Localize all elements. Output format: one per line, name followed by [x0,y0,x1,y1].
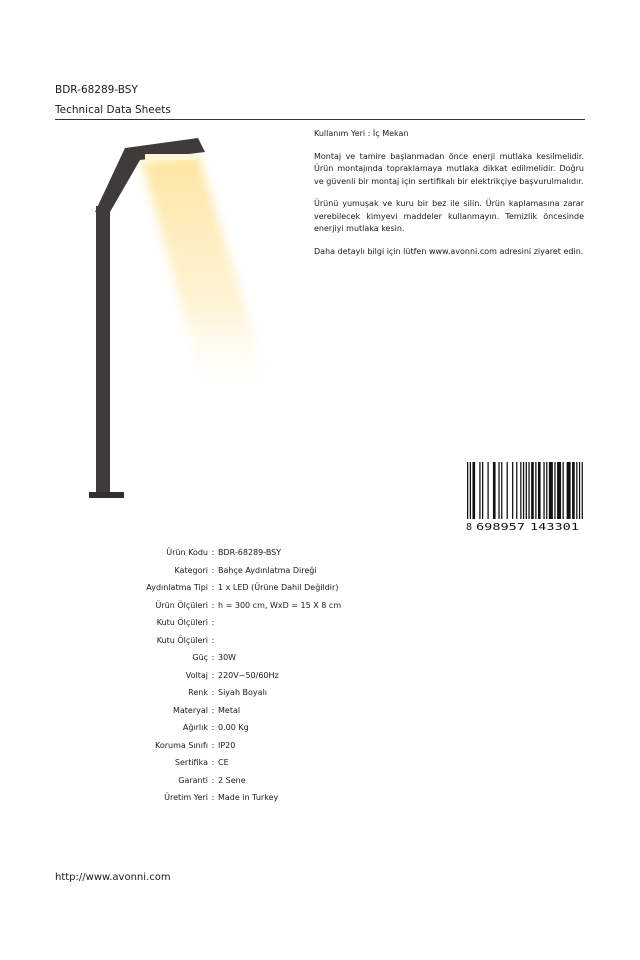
spec-label: Renk [188,688,208,698]
spec-label: Ağırlık [182,723,208,733]
barcode-bar [557,462,561,519]
spec-label: Voltaj [185,670,208,680]
light-beam [142,154,275,408]
spec-separator: : [211,653,215,663]
spec-value: 2 Sene [218,775,246,785]
spec-separator: : [211,793,215,803]
spec-value: Bahçe Aydınlatma Direği [218,565,317,575]
lamp-pole [96,206,110,496]
usage-info [314,128,584,268]
barcode-bar [543,462,544,519]
barcode-bar [512,462,513,519]
barcode-bar [523,462,524,519]
spec-value: BDR-68289-BSY [218,548,282,558]
footer-url: http://www.avonni.com [55,872,171,883]
barcode [466,462,584,532]
spec-row [95,544,341,562]
barcode-bar [526,462,527,519]
spec-label: Kategori [174,565,208,575]
barcode-left-group: 698957 [476,522,525,532]
usage-paragraph: Daha detaylı bilgi için lütfen www.avonni.com adresini ziyaret edin. [314,246,584,256]
spec-label: Materyal [172,705,208,715]
spec-value: 0.00 Kg [218,723,249,733]
barcode-bar [531,462,534,519]
spec-value: Siyah Boyalı [218,688,268,698]
spec-separator: : [211,600,215,610]
spec-separator: : [211,723,215,733]
spec-separator: : [211,670,215,680]
barcode-bar [470,462,471,519]
barcode-bar [472,462,475,519]
spec-row [95,737,341,755]
barcode-bar [579,462,580,519]
barcode-first-digit: 8 [466,522,473,532]
barcode-bar [538,462,541,519]
barcode-bar [498,462,499,519]
barcode-bar [582,462,583,519]
spec-row [95,772,341,790]
spec-value: IP20 [218,740,236,750]
spec-separator: : [211,705,215,715]
lamp-post-image [80,130,290,510]
barcode-bar [520,462,521,519]
spec-separator: : [211,548,215,558]
spec-separator: : [211,758,215,768]
spec-row [95,579,341,597]
barcode-bar [572,462,575,519]
barcode-bar [549,462,553,519]
spec-row [95,684,341,702]
barcode-bar [493,462,496,519]
spec-separator: : [211,740,215,750]
spec-label: Kutu Ölçüleri [156,635,208,645]
spec-label: Sertifika [174,758,208,768]
spec-table [95,544,341,807]
barcode-bar [554,462,555,519]
spec-value: CE [218,758,229,768]
barcode-bar [528,462,529,519]
spec-row [95,702,341,720]
spec-row [95,667,341,685]
barcode-bar [479,462,480,519]
spec-label: Üretim Yeri [164,793,208,803]
spec-row [95,597,341,615]
spec-label: Ürün Kodu [166,548,208,558]
lamp-led-strip [145,154,197,160]
spec-row [95,562,341,580]
spec-value: 1 x LED (Ürüne Dahil Değildir) [218,583,339,593]
spec-separator: : [211,583,215,593]
barcode-bar [546,462,547,519]
header-divider [55,119,585,120]
barcode-bar [516,462,517,519]
spec-row [95,789,341,807]
spec-label: Aydınlatma Tipi [146,583,208,593]
spec-value: 30W [218,653,237,663]
barcode-bar [576,462,577,519]
spec-separator: : [211,688,215,698]
product-code-heading: BDR-68289-BSY [55,84,138,96]
spec-row [95,614,341,632]
spec-row [95,754,341,772]
barcode-bar [487,462,488,519]
spec-value: 220V~50/60Hz [218,670,279,680]
barcode-bar [563,462,564,519]
barcode-bar [467,462,468,519]
barcode-bar [567,462,571,519]
usage-paragraph: Ürünü yumuşak ve kuru bir bez ile silin. Ürün kaplamasına zarar verebilecek kimyevi maddeler kullanmayın. Temizlik öncesinde enerjiyi mutlaka kesin. [314,199,584,233]
spec-label: Garanti [178,775,208,785]
barcode-bar [507,462,508,519]
barcode-right-group: 143301 [530,522,579,532]
spec-value: Made in Turkey [218,793,279,803]
spec-value: h = 300 cm, WxD = 15 X 8 cm [218,600,342,610]
spec-label: Kutu Ölçüleri [156,618,208,628]
lamp-base [89,492,124,498]
spec-separator: : [211,565,215,575]
spec-row [95,632,341,650]
spec-row [95,719,341,737]
usage-paragraph: Montaj ve tamire başlanmadan önce enerji mutlaka kesilmelidir. Ürün montajında topraklamaya mutlaka dikkat edilmelidir. Doğru ve güvenli bir montaj için sertifikalı bir elektrikçiye başvurulmalıdır. [314,151,584,186]
barcode-bar [482,462,483,519]
spec-separator: : [211,618,215,628]
spec-separator: : [211,635,215,645]
spec-label: Koruma Sınıfı [155,740,208,750]
spec-row [95,649,341,667]
spec-label: Güç [192,653,208,663]
spec-label: Ürün Ölçüleri [155,600,208,610]
barcode-bar [535,462,536,519]
spec-value: Metal [218,705,241,715]
barcode-bar [501,462,502,519]
usage-place: Kullanım Yeri : İç Mekan [314,129,409,138]
spec-separator: : [211,775,215,785]
barcode-bars [467,462,583,519]
document-subtitle: Technical Data Sheets [55,104,171,116]
